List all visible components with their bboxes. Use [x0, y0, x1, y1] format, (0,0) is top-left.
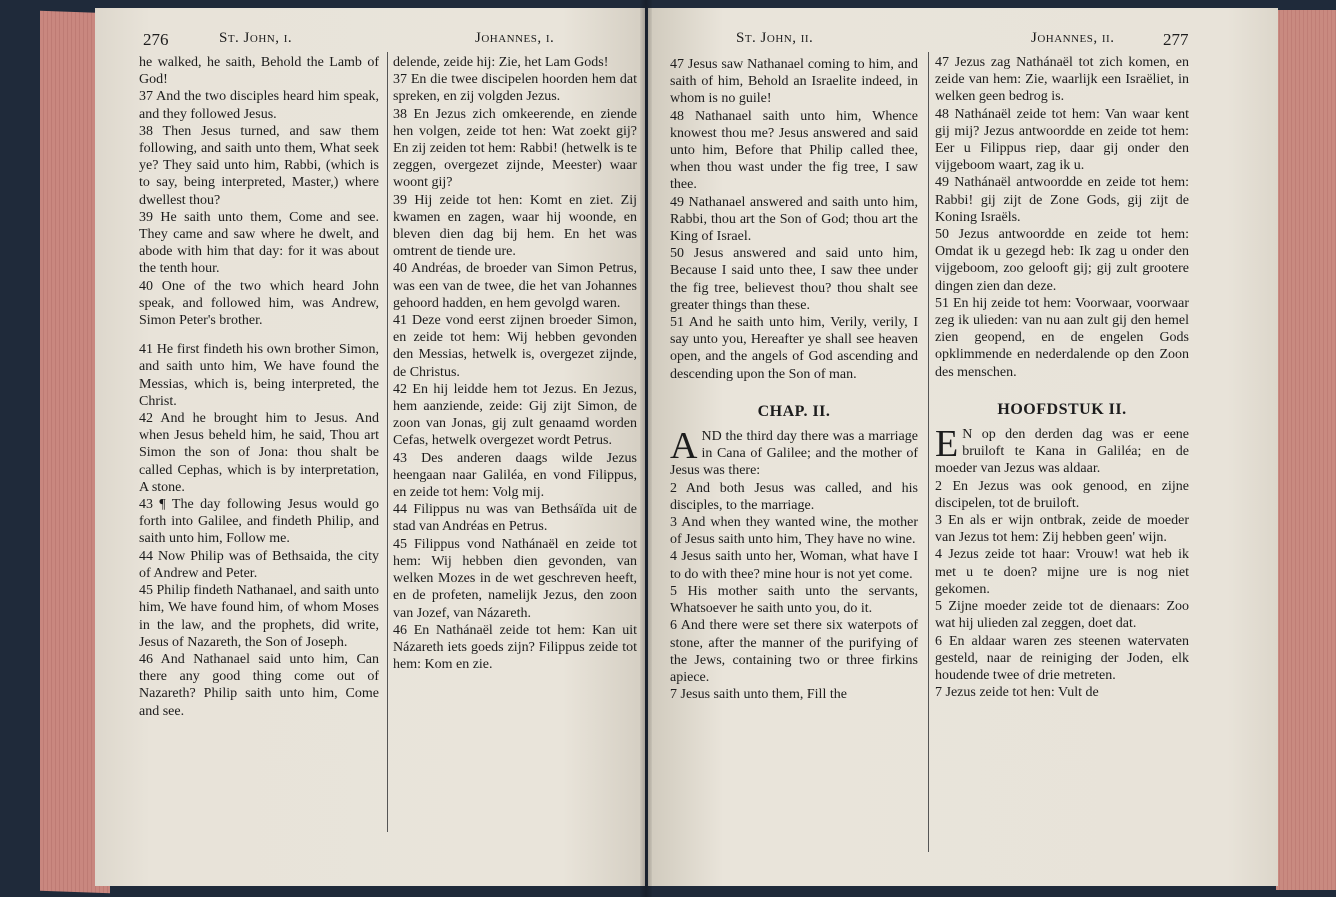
verse: 41 He first findeth his own brother Simon, and saith unto him, We have found the Messias, which is, being interpreted, the Christ. [139, 342, 379, 409]
verse: 7 Jezus zeide tot hen: Vult de [935, 685, 1099, 701]
verse: 50 Jezus antwoordde en zeide tot hem: Omdat ik u gezegd heb: Ik zag u onder den vijgeboom, zoo gelooft gij; gij zult grootere dingen zien dan deze. [935, 227, 1189, 294]
verse: 50 Jesus answered and said unto him, Because I said unto thee, I saw thee under the fig tree, believest thou? thou shalt see greater things than these. [670, 246, 918, 313]
page-number-right: 277 [1163, 30, 1189, 49]
chapter-opening-verse [670, 425, 918, 480]
verse: 38 En Jezus zich omkeerende, en ziende hen volgen, zeide tot hen: Wat zoekt gij? En zij zeiden tot hem: Rabbi! (hetwelk is te zeggen, overgezet zijnde, Meester) waar woont gij? [393, 106, 637, 191]
verse: 39 He saith unto them, Come and see. They came and saw where he dwelt, and abode with him that day: for it was about the tenth hour. [139, 209, 379, 277]
column-rule-right [928, 52, 929, 852]
running-header-nl-left: Johannes, i. [475, 30, 555, 46]
verse: 49 Nathánaël antwoordde en zeide tot hem: Rabbi! gij zijt de Zone Gods, gij zijt de Koning Israëls. [935, 175, 1189, 225]
verse: 43 Des anderen daags wilde Jezus heengaan naar Galiléa, en vond Filippus, en zeide tot hem: Volg mij. [393, 450, 637, 501]
running-header-nl-right: Johannes, ii. [1031, 30, 1115, 46]
verse: 42 And he brought him to Jesus. And when Jesus beheld him, he said, Thou art Simon the son of Jona: thou shalt be called Cephas, which is by interpretation, A stone. [139, 411, 379, 495]
book-gutter [640, 0, 652, 897]
english-column-left [139, 54, 379, 720]
verse: 45 Philip findeth Nathanael, and saith unto him, We have found him, of whom Moses in the law, and the prophets, did write, Jesus of Nazareth, the Son of Joseph. [139, 583, 379, 650]
verse: 3 En als er wijn ontbrak, zeide de moeder van Jezus tot hem: Zij hebben geen' wijn. [935, 513, 1189, 546]
verse: 40 One of the two which heard John speak, and followed him, was Andrew, Simon Peter's brother. [139, 278, 379, 329]
verse: 45 Filippus vond Nathánaël en zeide tot hem: Wij hebben dien gevonden, van welken Mozes in de wet geschreven heeft, en de profeten, namelijk Jezus, den zoon van Jozef, van Názareth. [393, 536, 637, 621]
drop-cap-en: A [670, 425, 698, 468]
verse-text: N op den derden dag was er eene bruiloft te Kana in Galiléa; en de moeder van Jezus was aldaar. [935, 427, 1189, 477]
column-rule-left [387, 52, 388, 832]
chapter-heading-nl: HOOFDSTUK II. [997, 400, 1127, 418]
verse: 7 Jesus saith unto them, Fill the [670, 687, 847, 703]
verse: 37 And the two disciples heard him speak, and they followed Jesus. [139, 89, 379, 122]
verse: 40 Andréas, de broeder van Simon Petrus, was een van de twee, die het van Johannes gehoord hadden, en hem gevolgd waren. [393, 261, 637, 311]
verse: 39 Hij zeide tot hen: Komt en ziet. Zij kwamen en zagen, waar hij woonde, en bleven dien dag bij hem. En het was omtrent de tiende ure. [393, 192, 637, 260]
verse: 48 Nathánaël zeide tot hem: Van waar kent gij mij? Jezus antwoordde en zeide tot hem: Eer u Filippus riep, daar gij onder den vijgeboom waart, zag ik u. [935, 106, 1189, 174]
verse: 37 En die twee discipelen hoorden hem dat spreken, en zij volgden Jezus. [393, 72, 637, 105]
dutch-column-left [393, 54, 637, 673]
verse: 4 Jezus zeide tot haar: Vrouw! wat heb ik met u te doen? mijne ure is nog niet gekomen. [935, 547, 1189, 597]
chapter-heading-en: CHAP. II. [757, 402, 831, 420]
verse: 51 And he saith unto him, Verily, verily, I say unto you, Hereafter ye shall see heaven open, and the angels of God ascending and descending upon the Son of man. [670, 315, 918, 382]
verse: 38 Then Jesus turned, and saw them following, and saith unto them, What seek ye? They said unto him, Rabbi, (which is to say, being interpreted, Master,) where dwellest thou? [139, 123, 379, 208]
verse: 49 Nathanael answered and saith unto him, Rabbi, thou art the Son of God; thou art the King of Israel. [670, 194, 918, 245]
verse: 6 And there were set there six waterpots of stone, after the manner of the purifying of the Jews, containing two or three firkins apiece. [670, 618, 918, 685]
right-page [648, 8, 1278, 886]
dutch-column-right [935, 54, 1189, 701]
right-page-edges [1276, 10, 1336, 890]
verse: 3 And when they wanted wine, the mother of Jesus saith unto him, They have no wine. [670, 515, 918, 548]
verse: 48 Nathanael saith unto him, Whence knowest thou me? Jesus answered and said unto him, Before that Philip called thee, when thou wast under the fig tree, I saw thee. [670, 108, 918, 193]
running-header-en-right: St. John, ii. [736, 30, 814, 46]
verse: 2 En Jezus was ook genood, en zijne discipelen, tot de bruiloft. [935, 478, 1189, 511]
verse: 41 Deze vond eerst zijnen broeder Simon, en zeide tot hem: Wij hebben gevonden den Messias, hetwelk is, overgezet zijnde, de Christus. [393, 313, 637, 380]
verse: 2 And both Jesus was called, and his disciples, to the marriage. [670, 480, 918, 513]
verse: 5 His mother saith unto the servants, Whatsoever he saith unto you, do it. [670, 583, 918, 617]
verse: 4 Jesus saith unto her, Woman, what have I to do with thee? mine hour is not yet come. [670, 549, 918, 582]
verse: 5 Zijne moeder zeide tot de dienaars: Zoo wat hij ulieden zal zeggen, doet dat. [935, 599, 1189, 632]
verse: 47 Jezus zag Nathánaël tot zich komen, en zeide van hem: Zie, waarlijk een Israëliet, in welken geen bedrog is. [935, 55, 1189, 105]
verse: 6 En aldaar waren zes steenen watervaten gesteld, naar de reiniging der Joden, elk houdende twee of drie metreten. [935, 633, 1189, 683]
verse: 46 And Nathanael said unto him, Can there any good thing come out of Nazareth? Philip saith unto him, Come and see. [139, 651, 379, 719]
running-header-en-left: St. John, i. [219, 30, 293, 46]
verse: he walked, he saith, Behold the Lamb of God! [139, 55, 379, 88]
verse: 42 En hij leidde hem tot Jezus. En Jezus, hem aanziende, zeide: Gij zijt Simon, de zoon van Jonas, gij zult genaamd worden Cefas, hetwelk overgezet wordt Petrus. [393, 381, 637, 449]
verse: 51 En hij zeide tot hem: Voorwaar, voorwaar zeg ik ulieden: van nu aan zult gij den hemel zien geopend, en de engelen Gods opklimmende en nederdalende op den Zoon des menschen. [935, 295, 1189, 380]
verse: delende, zeide hij: Zie, het Lam Gods! [393, 55, 609, 70]
verse: 43 ¶ The day following Jesus would go forth into Galilee, and findeth Philip, and saith unto him, Follow me. [139, 497, 379, 547]
left-page [95, 8, 645, 886]
english-column-right [670, 56, 918, 703]
drop-cap-nl: E [935, 423, 959, 466]
chapter-opening-verse [935, 423, 1189, 478]
page-number-left: 276 [143, 30, 169, 49]
verse: 46 En Nathánaël zeide tot hem: Kan uit Názareth iets goeds zijn? Filippus zeide tot hem: Kom en zie. [393, 622, 637, 673]
verse: 44 Now Philip was of Bethsaida, the city of Andrew and Peter. [139, 548, 379, 581]
verse: 44 Filippus nu was van Bethsáïda uit de stad van Andréas en Petrus. [393, 502, 637, 535]
verse-text: ND the third day there was a marriage in Cana of Galilee; and the mother of Jesus was there: [670, 429, 918, 479]
verse: 47 Jesus saw Nathanael coming to him, and saith of him, Behold an Israelite indeed, in whom is no guile! [670, 57, 918, 107]
